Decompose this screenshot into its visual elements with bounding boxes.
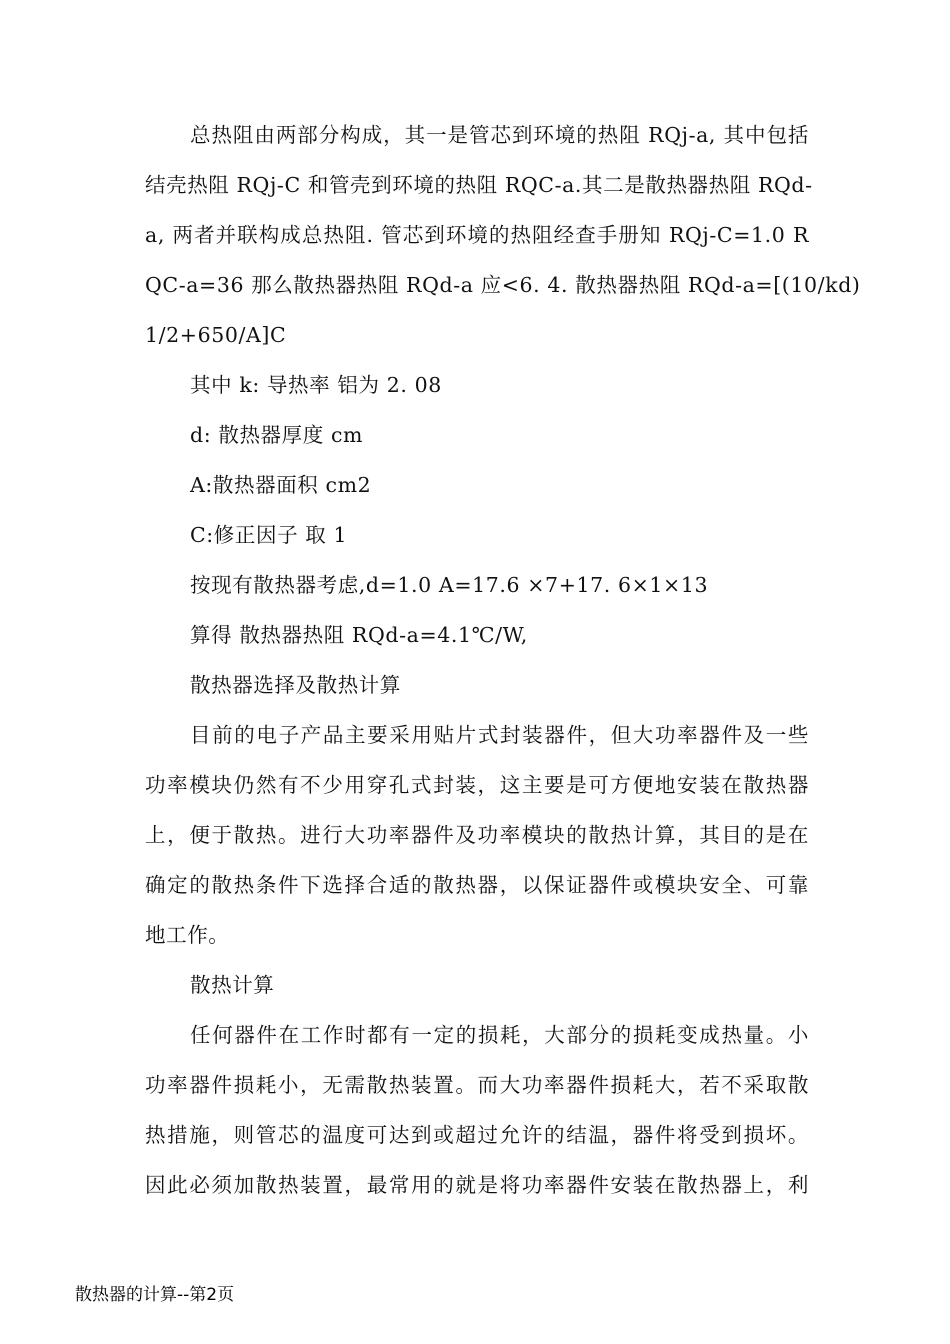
text-line: QC-a=36 那么散热器热阻 RQd-a 应<6. 4. 散热器热阻 RQd-a=[(10/kd) — [145, 273, 861, 297]
text-line: 1/2+650/A]C — [145, 323, 287, 347]
text-line: a, 两者并联构成总热阻. 管芯到环境的热阻经查手册知 RQj-C=1.0 R — [145, 223, 809, 247]
text-line: 结壳热阻 RQj-C 和管壳到环境的热阻 RQC-a.其二是散热器热阻 RQd- — [145, 173, 813, 197]
text-line: 按现有散热器考虑,d=1.0 A=17.6 ×7+17. 6×1×13 — [190, 573, 709, 597]
text-line: 算得 散热器热阻 RQd-a=4.1℃/W, — [190, 623, 528, 647]
text-line: 上，便于散热。进行大功率器件及功率模块的散热计算，其目的是在 — [145, 823, 809, 847]
text-line: 确定的散热条件下选择合适的散热器，以保证器件或模块安全、可靠 — [145, 873, 809, 897]
section-heading: 散热计算 — [190, 973, 275, 997]
text-line: 热措施，则管芯的温度可达到或超过允许的结温，器件将受到损坏。 — [145, 1123, 809, 1147]
text-line: 因此必须加散热装置，最常用的就是将功率器件安装在散热器上，利 — [145, 1173, 809, 1197]
text-line: A:散热器面积 cm2 — [190, 473, 372, 497]
text-line: 任何器件在工作时都有一定的损耗，大部分的损耗变成热量。小 — [190, 1023, 809, 1047]
text-line: d: 散热器厚度 cm — [190, 423, 364, 447]
text-line: 功率模块仍然有不少用穿孔式封装，这主要是可方便地安装在散热器 — [145, 773, 809, 797]
page-footer: 散热器的计算--第2页 — [75, 1285, 235, 1305]
text-line: 总热阻由两部分构成，其一是管芯到环境的热阻 RQj-a, 其中包括 — [190, 123, 809, 147]
section-heading: 散热器选择及散热计算 — [190, 673, 401, 697]
text-line: C:修正因子 取 1 — [190, 523, 348, 547]
text-line: 目前的电子产品主要采用贴片式封装器件，但大功率器件及一些 — [190, 723, 809, 747]
text-line: 地工作。 — [145, 923, 230, 947]
text-line: 功率器件损耗小，无需散热装置。而大功率器件损耗大，若不采取散 — [145, 1073, 809, 1097]
text-line: 其中 k: 导热率 铝为 2. 08 — [190, 373, 442, 397]
